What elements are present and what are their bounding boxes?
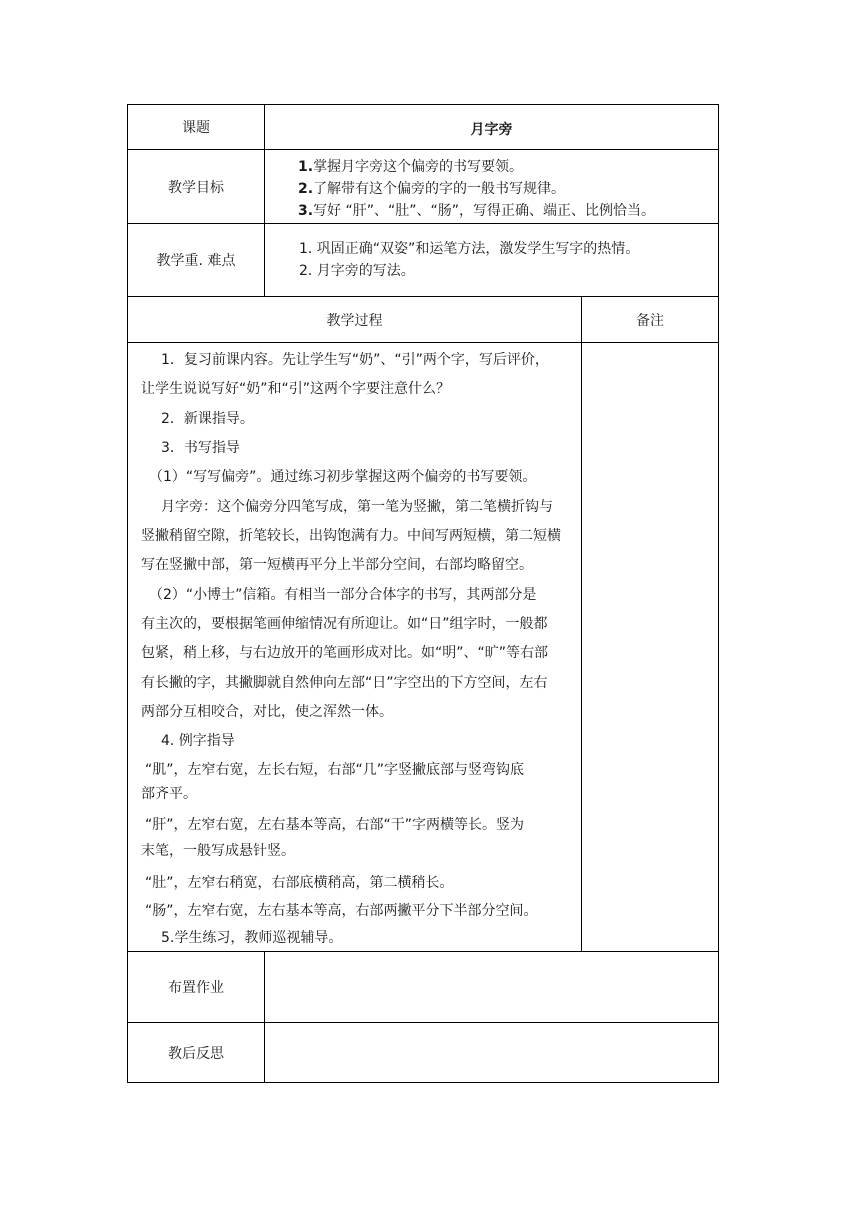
topic-value: 月字旁	[470, 122, 513, 138]
process-line: 有主次的，要根据笔画伸缩情况有所迎让。如“日”组字时，一般都	[141, 616, 548, 632]
process-line: 5.学生练习，教师巡视辅导。	[161, 930, 343, 946]
process-header: 教学过程	[326, 312, 383, 329]
goal-item	[298, 203, 655, 219]
goal-item	[298, 181, 565, 197]
notes-cell[interactable]	[582, 343, 718, 951]
process-line: 4. 例字指导	[161, 733, 235, 749]
process-line: “肝”，左窄右宽，左右基本等高，右部“干”字两横等长。竖为	[145, 817, 525, 833]
key-points-label: 教学重. 难点	[156, 253, 236, 269]
process-line: 有长撇的字，其撇脚就自然伸向左部“日”字空出的下方空间，左右	[141, 675, 548, 691]
notes-header: 备注	[636, 312, 664, 329]
key-point-item: 2. 月字旁的写法。	[299, 263, 415, 279]
process-line: “肚”，左窄右稍宽，右部底横稍高，第二横稍长。	[145, 875, 454, 891]
goal-number: 2.	[298, 181, 314, 197]
process-line: 部齐平。	[141, 786, 197, 802]
process-line: （1）“写写偏旁”。通过练习初步掌握这两个偏旁的书写要领。	[149, 469, 537, 485]
homework-cell[interactable]	[265, 952, 718, 1022]
process-line: 两部分互相咬合，对比，使之浑然一体。	[141, 704, 393, 720]
goal-item	[298, 159, 523, 175]
process-line: 月字旁：这个偏旁分四笔写成，第一笔为竖撇，第二笔横折钩与	[161, 499, 553, 515]
process-line: 2．新课指导。	[161, 411, 254, 427]
goal-number: 1.	[298, 159, 314, 175]
goals-label: 教学目标	[168, 179, 224, 196]
process-line: （2）“小博士”信箱。有相当一部分合体字的书写，其两部分是	[149, 587, 537, 603]
process-line: 写在竖撇中部，第一短横再平分上半部分空间，右部均略留空。	[141, 557, 533, 573]
reflection-label: 教后反思	[168, 1046, 224, 1062]
key-point-item: 1. 巩固正确“双姿”和运笔方法，激发学生写字的热情。	[299, 241, 640, 257]
process-line: 1．复习前课内容。先让学生写“奶”、“引”两个字，写后评价，	[161, 352, 549, 368]
process-line: 末笔，一般写成悬针竖。	[141, 843, 295, 859]
goal-text: 了解带有这个偏旁的字的一般书写规律。	[313, 181, 566, 197]
process-line: 包紧，稍上移，与右边放开的笔画形成对比。如“明”、“旷”等右部	[141, 645, 549, 661]
process-line: “肌”，左窄右宽，左长右短，右部“几”字竖撇底部与竖弯钩底	[145, 762, 525, 778]
topic-label: 课题	[182, 120, 210, 136]
reflection-cell[interactable]	[265, 1023, 718, 1083]
process-line: 竖撇稍留空隙，折笔较长，出钩饱满有力。中间写两短横，第二短横	[141, 528, 561, 544]
goal-text: 掌握月字旁这个偏旁的书写要领。	[313, 159, 524, 175]
homework-label: 布置作业	[168, 980, 224, 996]
goal-text: 写好 “肝”、“肚”、“肠”，写得正确、端正、比例恰当。	[313, 203, 656, 219]
process-line: “肠”，左窄右宽，左右基本等高，右部两撇平分下半部分空间。	[145, 903, 538, 919]
process-line: 3．书写指导	[161, 440, 240, 456]
goal-number: 3.	[298, 203, 314, 219]
process-line: 让学生说说写好“奶”和“引”这两个字要注意什么？	[141, 381, 451, 397]
lesson-plan-table	[127, 104, 719, 1083]
